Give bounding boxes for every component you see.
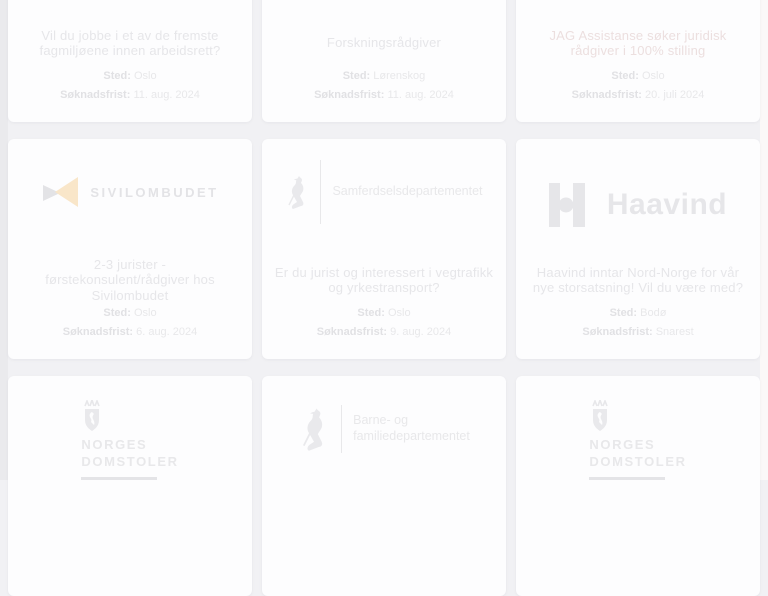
location-label: Sted:: [103, 70, 131, 82]
deadline-label: Søknadsfrist:: [582, 326, 653, 338]
sivilombudet-wordmark: SIVILOMBUDET: [90, 184, 219, 200]
location-label: Sted:: [342, 70, 371, 82]
job-location: [317, 307, 452, 319]
deadline-value: 20. juli 2024: [645, 89, 705, 101]
job-deadline: [60, 89, 200, 101]
domstoler-crest-icon: [82, 400, 102, 432]
job-title[interactable]: JAG Assistanse søker juridisk rådgiver i 100% stilling: [549, 27, 727, 58]
barne-og-familiedepartementet-wordmark: [353, 413, 470, 444]
job-deadline: [582, 326, 693, 338]
job-deadline: [314, 89, 454, 101]
barne-og-familiedepartementet-logo: [272, 394, 496, 464]
deadline-value: 11. aug. 2024: [387, 89, 454, 101]
job-card[interactable]: [262, 0, 506, 122]
job-card[interactable]: [516, 376, 760, 596]
page-right-margin: [760, 0, 768, 480]
location-label: Sted:: [611, 70, 639, 82]
location-value: Bodø: [640, 307, 667, 319]
sivilombudet-logo: [18, 157, 242, 227]
job-meta: [63, 307, 198, 349]
haavind-logo: [526, 157, 750, 227]
location-label: Sted:: [357, 307, 385, 319]
job-meta: [314, 70, 454, 112]
job-location: [582, 307, 693, 319]
sivilombudet-arrows-icon: [41, 176, 81, 208]
deadline-label: Søknadsfrist:: [62, 326, 134, 338]
location-value: Oslo: [641, 70, 665, 82]
job-card[interactable]: [262, 139, 506, 359]
job-card[interactable]: [8, 376, 252, 596]
page-left-margin: [0, 0, 8, 480]
domstoler-wordmark-line2: DOMSTOLER: [81, 453, 179, 469]
haavind-wordmark: Haavind: [606, 188, 728, 221]
job-card[interactable]: [262, 376, 506, 596]
norwegian-lion-icon: [285, 174, 309, 210]
job-card[interactable]: [8, 0, 252, 122]
job-deadline: [63, 326, 198, 338]
dept-wordmark-line2: familiedepartementet: [353, 429, 470, 443]
job-title[interactable]: Forskningsrådgiver: [326, 35, 442, 51]
location-value: Oslo: [133, 70, 157, 82]
location-label: Sted:: [609, 307, 638, 319]
deadline-value: 9. aug. 2024: [390, 326, 452, 338]
haavind-h-mark-icon: [549, 183, 585, 227]
job-deadline: [572, 89, 705, 101]
job-card[interactable]: [516, 139, 760, 359]
deadline-label: Søknadsfrist:: [314, 89, 385, 101]
deadline-label: Søknadsfrist:: [60, 89, 131, 101]
job-location: [572, 70, 705, 82]
job-card[interactable]: [8, 139, 252, 359]
job-meta: [572, 70, 705, 112]
job-title[interactable]: 2-3 jurister - førstekonsulent/rådgiver hos Sivilombudet: [45, 257, 215, 303]
job-meta: [317, 307, 452, 349]
deadline-value: 11. aug. 2024: [133, 89, 200, 101]
job-card-grid: [8, 0, 760, 596]
domstoler-wordmark-line1: NORGES: [589, 436, 656, 452]
location-value: Lørenskog: [373, 70, 426, 82]
deadline-value: Snarest: [655, 326, 694, 338]
job-title[interactable]: Haavind inntar Nord-Norge for vår nye storsatsning! Vil du være med?: [532, 264, 744, 295]
location-value: Oslo: [387, 307, 411, 319]
job-location: [63, 307, 198, 319]
location-label: Sted:: [103, 307, 131, 319]
job-meta: [60, 70, 200, 112]
domstoler-crest-icon: [590, 400, 610, 432]
domstoler-wordmark-line2: DOMSTOLER: [589, 453, 687, 469]
domstoler-wordmark-line1: NORGES: [81, 436, 148, 452]
deadline-label: Søknadsfrist:: [571, 89, 642, 101]
norges-domstoler-logo: [18, 394, 242, 469]
samferdselsdepartementet-wordmark: Samferdselsdepartementet: [332, 184, 483, 199]
job-title[interactable]: Vil du jobbe i et av de fremste fagmiljøene innen arbeidsrett?: [39, 27, 221, 58]
logo-divider: [320, 160, 321, 224]
job-location: [314, 70, 454, 82]
norges-domstoler-logo: [526, 394, 750, 469]
logo-divider: [341, 405, 342, 453]
location-value: Oslo: [133, 307, 157, 319]
job-card[interactable]: [516, 0, 760, 122]
deadline-value: 6. aug. 2024: [136, 326, 198, 338]
deadline-label: Søknadsfrist:: [316, 326, 388, 338]
job-location: [60, 70, 200, 82]
norwegian-lion-icon: [298, 406, 330, 452]
job-meta: [582, 307, 693, 349]
job-deadline: [317, 326, 452, 338]
dept-wordmark-line1: Barne- og: [353, 413, 409, 428]
samferdselsdepartementet-logo: [272, 157, 496, 227]
job-title[interactable]: Er du jurist og interessert i vegtrafikk og yrkestransport?: [274, 264, 494, 295]
